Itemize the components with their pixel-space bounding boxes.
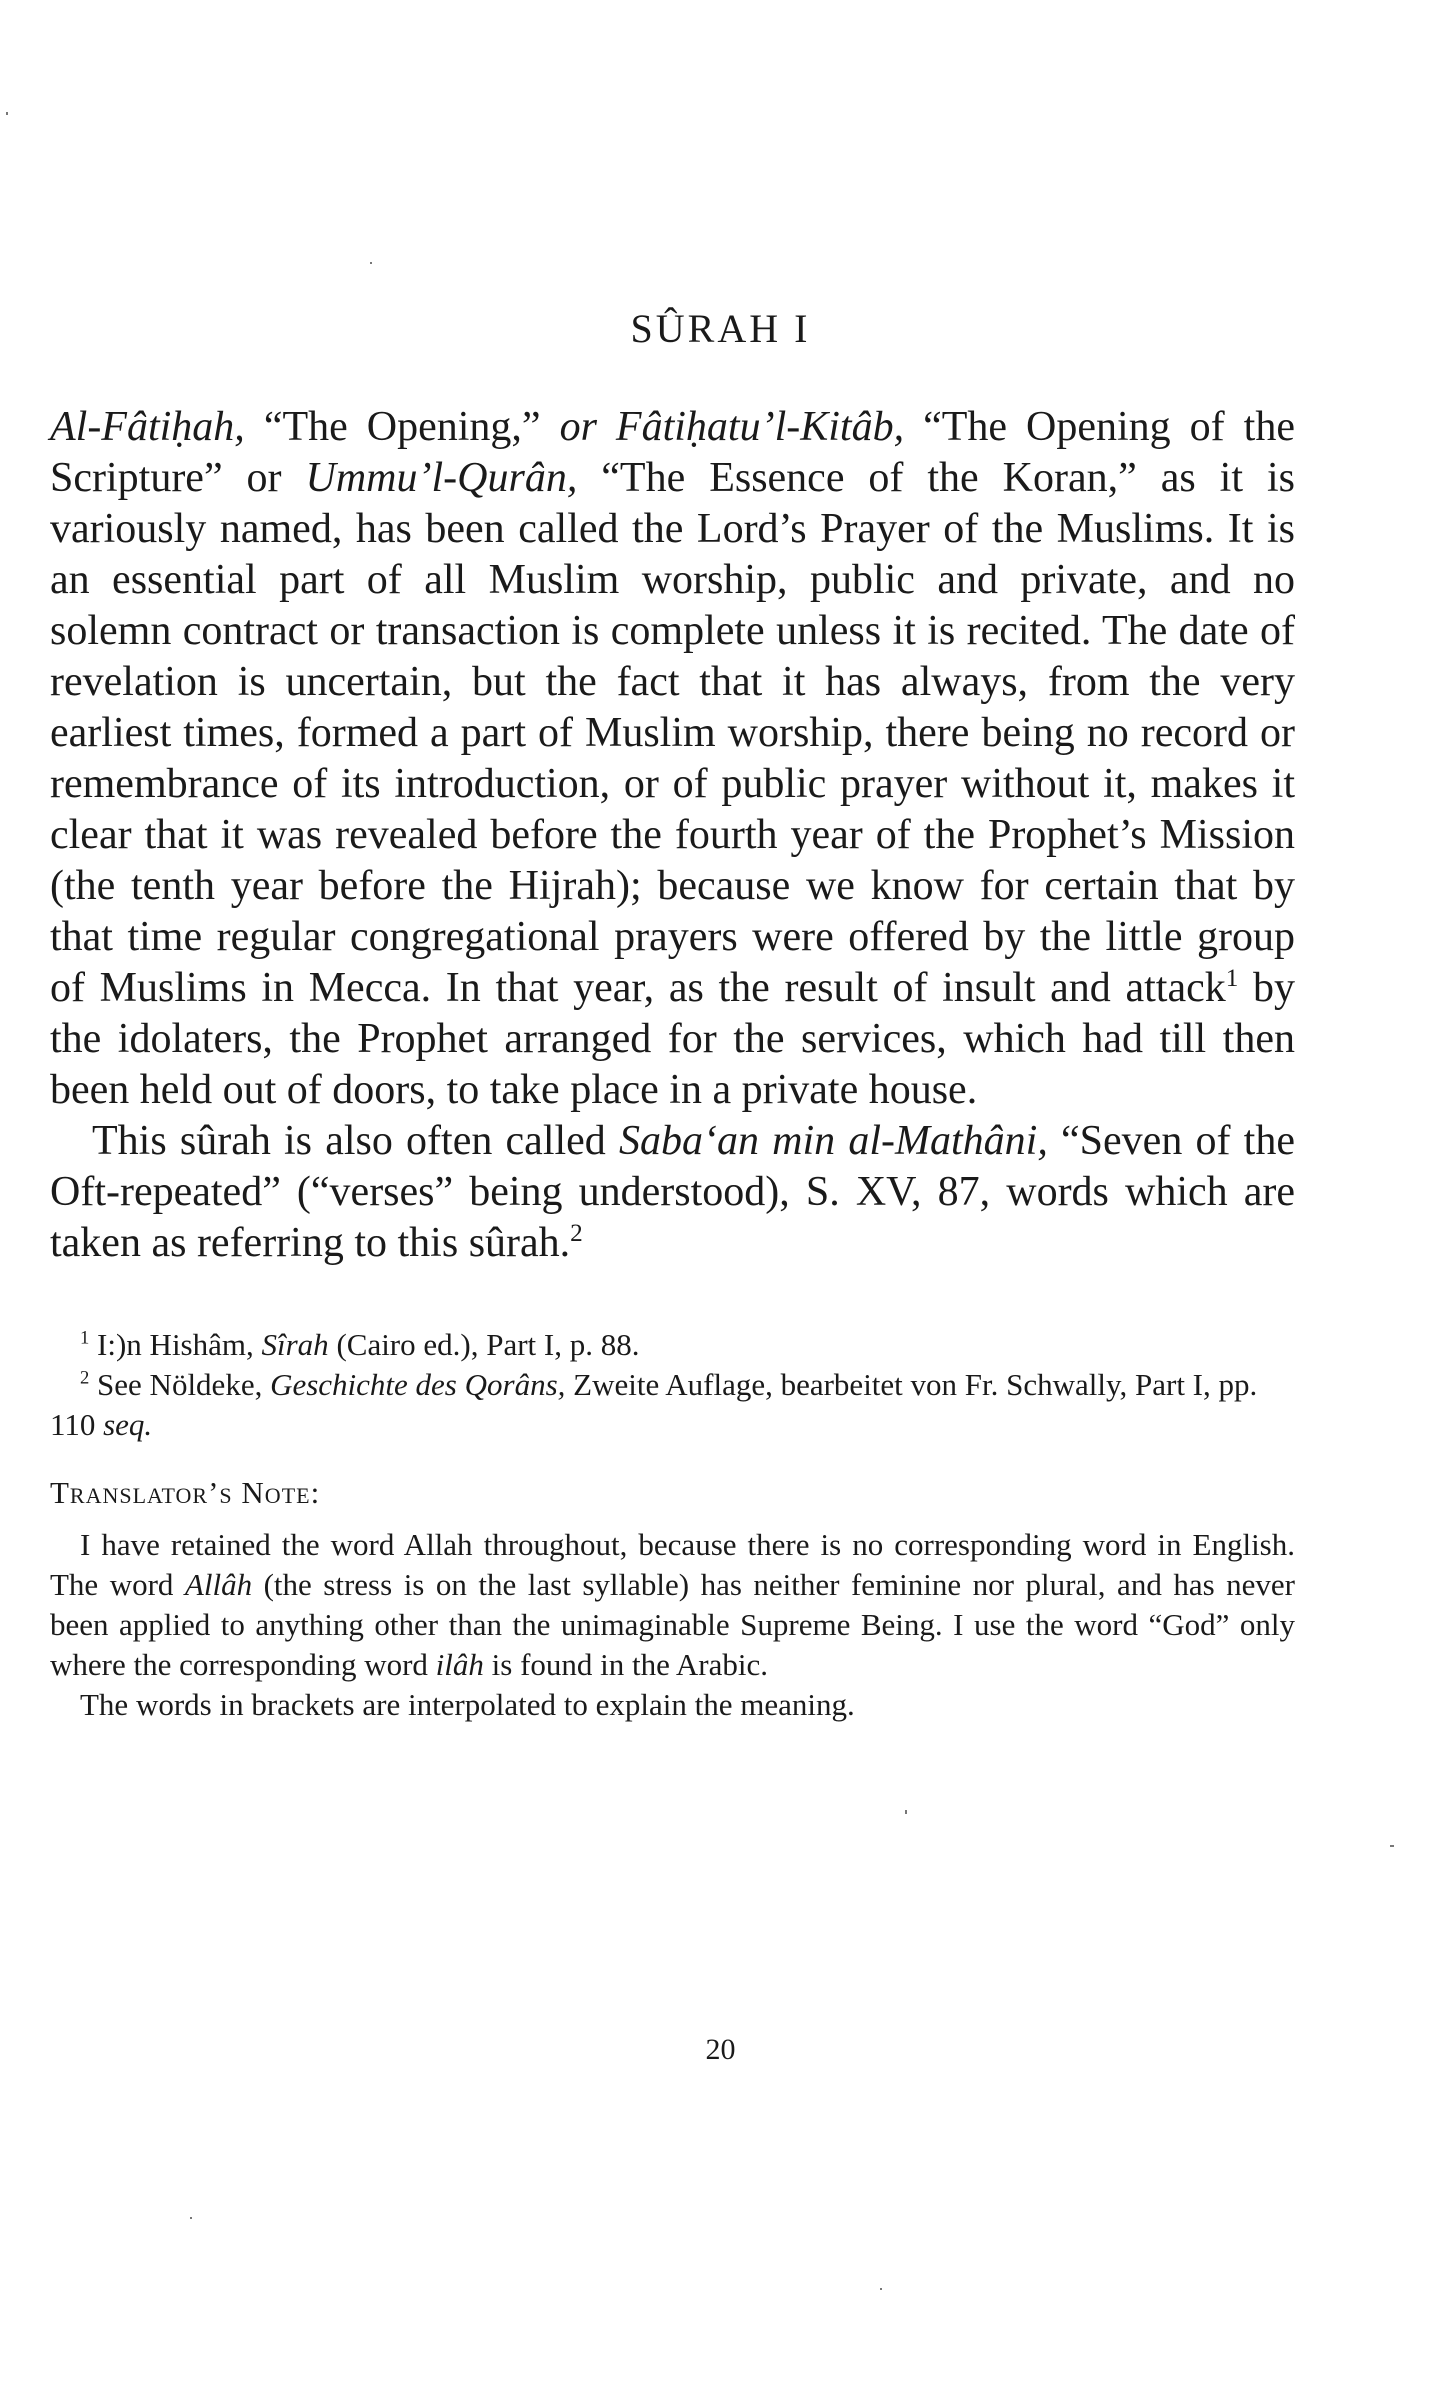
- footnotes: [50, 1325, 1295, 1445]
- scan-speck: [1390, 1845, 1394, 1847]
- intro-text: [50, 402, 1295, 1269]
- translator-note-paragraph-2: The words in brackets are interpolated to explain the meaning.: [80, 1687, 855, 1722]
- scan-speck: [880, 2288, 882, 2290]
- footnote-1: $^1$ I:)n Hishâm, Sîrah (Cairo ed.), Part I, p. 88.: [80, 1327, 640, 1362]
- page-number: 20: [705, 2033, 736, 2066]
- translator-note: [50, 1525, 1295, 1725]
- scan-speck: [905, 1810, 907, 1814]
- footnote-ref-1: 1: [1225, 965, 1239, 992]
- scan-speck: [370, 262, 372, 264]
- scan-speck: [6, 112, 8, 115]
- intro-paragraph-2: This sûrah is also often called Saba‘an min al-Mathâni, “Seven of the Oft-repeated” (“verses” being understood), S. XV, 87, words which are taken as referring to this sûrah.$^2$: [50, 1118, 1295, 1266]
- footnote-ref-2: 2: [570, 1220, 583, 1247]
- intro-paragraph-1: Al-Fâtiḥah, “The Opening,” or Fâtiḥatu’l-Kitâb, “The Opening of the Scripture” or Ummu’l-Qurân, “The Essence of the Koran,” as it is variously named, has been called the Lord’s Prayer of the Muslims. It is an essential part of all Muslim worship, public and private, and no solemn contract or transaction is complete unless it is recited. The date of revelation is uncertain, but the fact that it has always, from the very earliest times, formed a part of Muslim worship, there being no record or remembrance of its introduction, or of public prayer without it, makes it clear that it was revealed before the fourth year of the Prophet’s Mission (the tenth year before the Hijrah); because we know for certain that by that time regular congregational prayers were offered by the little group of Muslims in Mecca. In that year, as the result of insult and attack$^1$ by the idolaters, the Prophet arranged for the services, which had till then been held out of doors, to take place in a private house.: [50, 404, 1295, 1113]
- footnote-2: $^2$ See Nöldeke, Geschichte des Qorâns, Zweite Auflage, bearbeitet von Fr. Schwally, Part I, pp. 110 seq.: [50, 1367, 1258, 1442]
- translator-note-heading: Translator’s Note:: [50, 1475, 321, 1510]
- scan-speck: [190, 2217, 192, 2219]
- surah-title: SÛRAH I: [630, 306, 811, 351]
- translator-note-paragraph-1: I have retained the word Allah throughout, because there is no corresponding word in English. The word Allâh (the stress is on the last syllable) has neither feminine nor plural, and has never been applied to anything other than the unimaginable Supreme Being. I use the word “God” only where the corresponding word ilâh is found in the Arabic.: [50, 1527, 1295, 1682]
